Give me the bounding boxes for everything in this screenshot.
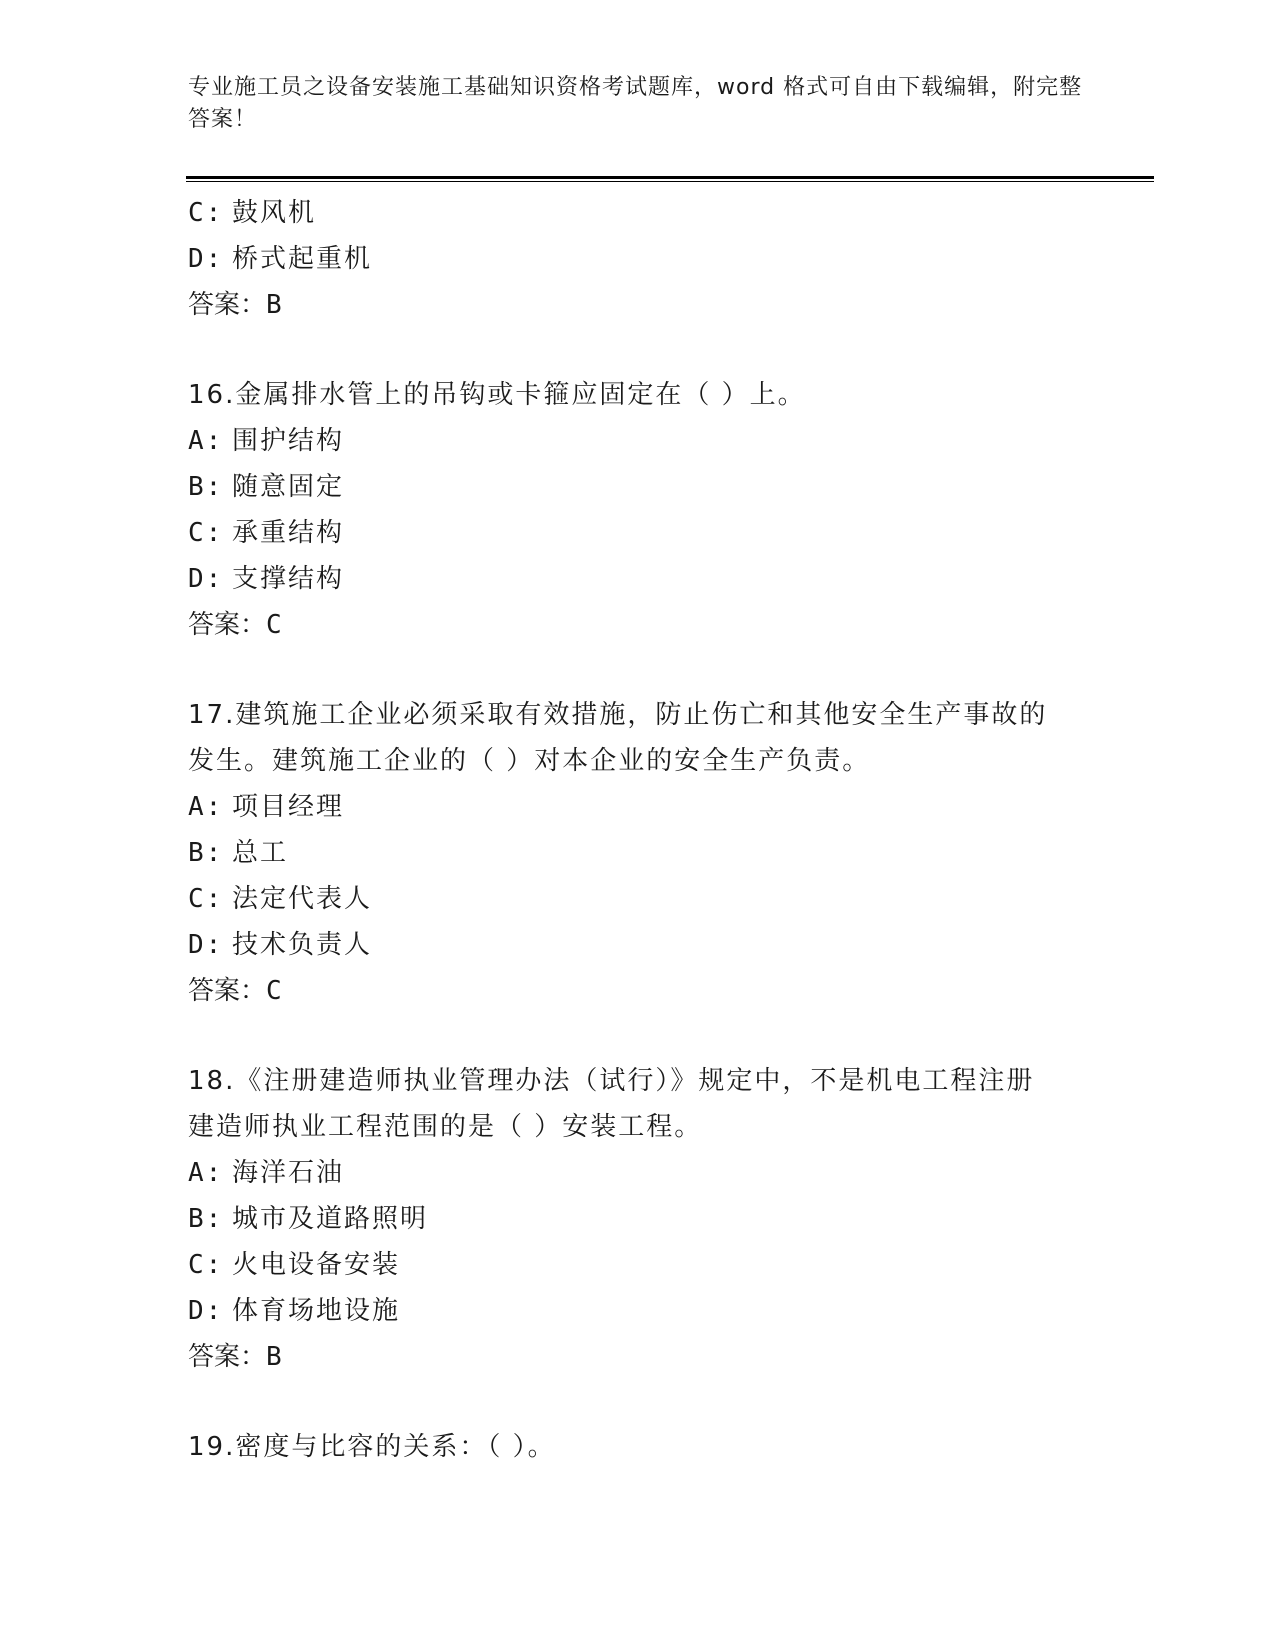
option-text: 法定代表人 [232,884,373,914]
option-c [188,510,1088,556]
option-text: 体育场地设施 [232,1296,401,1326]
answer-label: 答案： [188,290,267,320]
previous-question-tail [188,190,1088,328]
question-text-continued: 发生。建筑施工企业的（ ）对本企业的安全生产负责。 [188,746,871,776]
question-18 [188,1058,1088,1380]
option-label: C: [188,518,224,548]
answer-line [188,968,1088,1014]
question-text: 18.《注册建造师执业管理办法（试行）》规定中，不是机电工程注册 [188,1066,1035,1096]
option-d [188,922,1088,968]
option-a [188,784,1088,830]
option-d [188,556,1088,602]
option-d [188,1288,1088,1334]
option-label: D: [188,244,224,274]
option-label: D: [188,930,224,960]
answer-value: B [266,1342,282,1372]
option-b [188,1196,1088,1242]
page-header: 专业施工员之设备安装施工基础知识资格考试题库，word 格式可自由下载编辑，附完整答案！ [188,75,1083,132]
option-text: 围护结构 [232,426,345,456]
answer-label: 答案： [188,610,267,640]
option-c [188,190,1088,236]
option-text: 承重结构 [232,518,345,548]
option-text: 总工 [232,838,289,868]
option-b [188,464,1088,510]
option-text: 桥式起重机 [232,244,373,274]
question-16 [188,372,1088,648]
option-text: 城市及道路照明 [232,1204,429,1234]
answer-label: 答案： [188,1342,267,1372]
option-label: D: [188,1296,224,1326]
spacer [188,1014,1088,1058]
option-label: A: [188,1158,224,1188]
option-a [188,418,1088,464]
option-label: C: [188,1250,224,1280]
answer-value: B [266,290,282,320]
question-text: 19.密度与比容的关系：（ ）。 [188,1432,556,1462]
question-content [188,190,1088,1470]
option-label: A: [188,426,224,456]
answer-value: C [266,976,282,1006]
answer-label: 答案： [188,976,267,1006]
option-c [188,1242,1088,1288]
option-text: 技术负责人 [232,930,373,960]
question-text-continued: 建造师执业工程范围的是（ ）安装工程。 [188,1112,703,1142]
option-label: A: [188,792,224,822]
spacer [188,648,1088,692]
option-text: 随意固定 [232,472,345,502]
option-text: 鼓风机 [232,198,317,228]
option-d [188,236,1088,282]
question-19 [188,1424,1088,1470]
option-text: 海洋石油 [232,1158,345,1188]
answer-line [188,1334,1088,1380]
option-c [188,876,1088,922]
option-label: C: [188,198,224,228]
option-text: 支撑结构 [232,564,345,594]
option-label: B: [188,472,224,502]
option-label: C: [188,884,224,914]
answer-line [188,282,1088,328]
option-label: B: [188,838,224,868]
header-rule-thick [186,176,1154,179]
question-text: 17.建筑施工企业必须采取有效措施，防止伤亡和其他安全生产事故的 [188,700,1048,730]
header-rule-thin [186,181,1154,182]
spacer [188,328,1088,372]
answer-value: C [266,610,282,640]
option-a [188,1150,1088,1196]
option-b [188,830,1088,876]
answer-line [188,602,1088,648]
option-text: 火电设备安装 [232,1250,401,1280]
option-label: B: [188,1204,224,1234]
question-17 [188,692,1088,1014]
question-text: 16.金属排水管上的吊钩或卡箍应固定在（ ）上。 [188,380,806,410]
option-label: D: [188,564,224,594]
option-text: 项目经理 [232,792,345,822]
spacer [188,1380,1088,1424]
